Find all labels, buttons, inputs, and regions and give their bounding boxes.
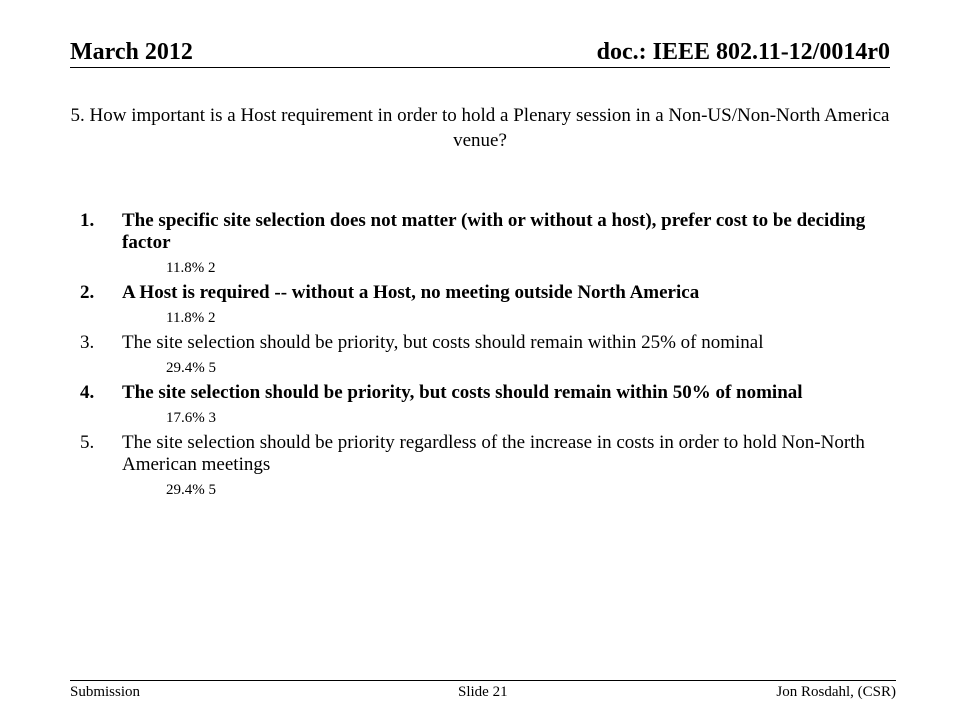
answer-number: 1. [80,210,95,231]
answer-text: The specific site selection does not matter (with or without a host), prefer cost to be deciding factor [122,210,866,253]
answer-number: 2. [80,282,95,303]
answer-result: 29.4% 5 [166,360,216,376]
answer-item-3 [80,332,880,377]
answer-result: 11.8% 2 [166,260,216,276]
footer-divider [70,680,896,681]
answer-text: The site selection should be priority, but costs should remain within 50% of nominal [122,382,803,403]
answer-number: 4. [80,382,95,403]
header-doc-id: doc.: IEEE 802.11-12/0014r0 [596,39,890,65]
answer-item-4 [80,382,880,427]
answer-number: 5. [80,432,95,453]
answer-item-5 [80,432,880,499]
header-date: March 2012 [70,39,193,65]
answer-text: The site selection should be priority regardless of the increase in costs in order to hold Non-North American meetings [122,432,865,475]
answer-result: 11.8% 2 [166,310,216,326]
answer-item-2 [80,282,880,327]
answer-list [80,210,880,504]
survey-question: 5. How important is a Host requirement in order to hold a Plenary session in a Non-US/Non-North America venue? [70,105,890,151]
footer-submission: Submission [70,684,141,700]
answer-text: The site selection should be priority, but costs should remain within 25% of nominal [122,332,764,353]
header-divider [70,67,890,68]
footer-author: Jon Rosdahl, (CSR) [776,684,896,700]
answer-result: 29.4% 5 [166,482,216,498]
answer-result: 17.6% 3 [166,410,216,426]
answer-text: A Host is required -- without a Host, no meeting outside North America [122,282,700,303]
answer-item-1 [80,210,880,277]
answer-number: 3. [80,332,95,353]
footer-slide-number: Slide 21 [458,684,508,700]
